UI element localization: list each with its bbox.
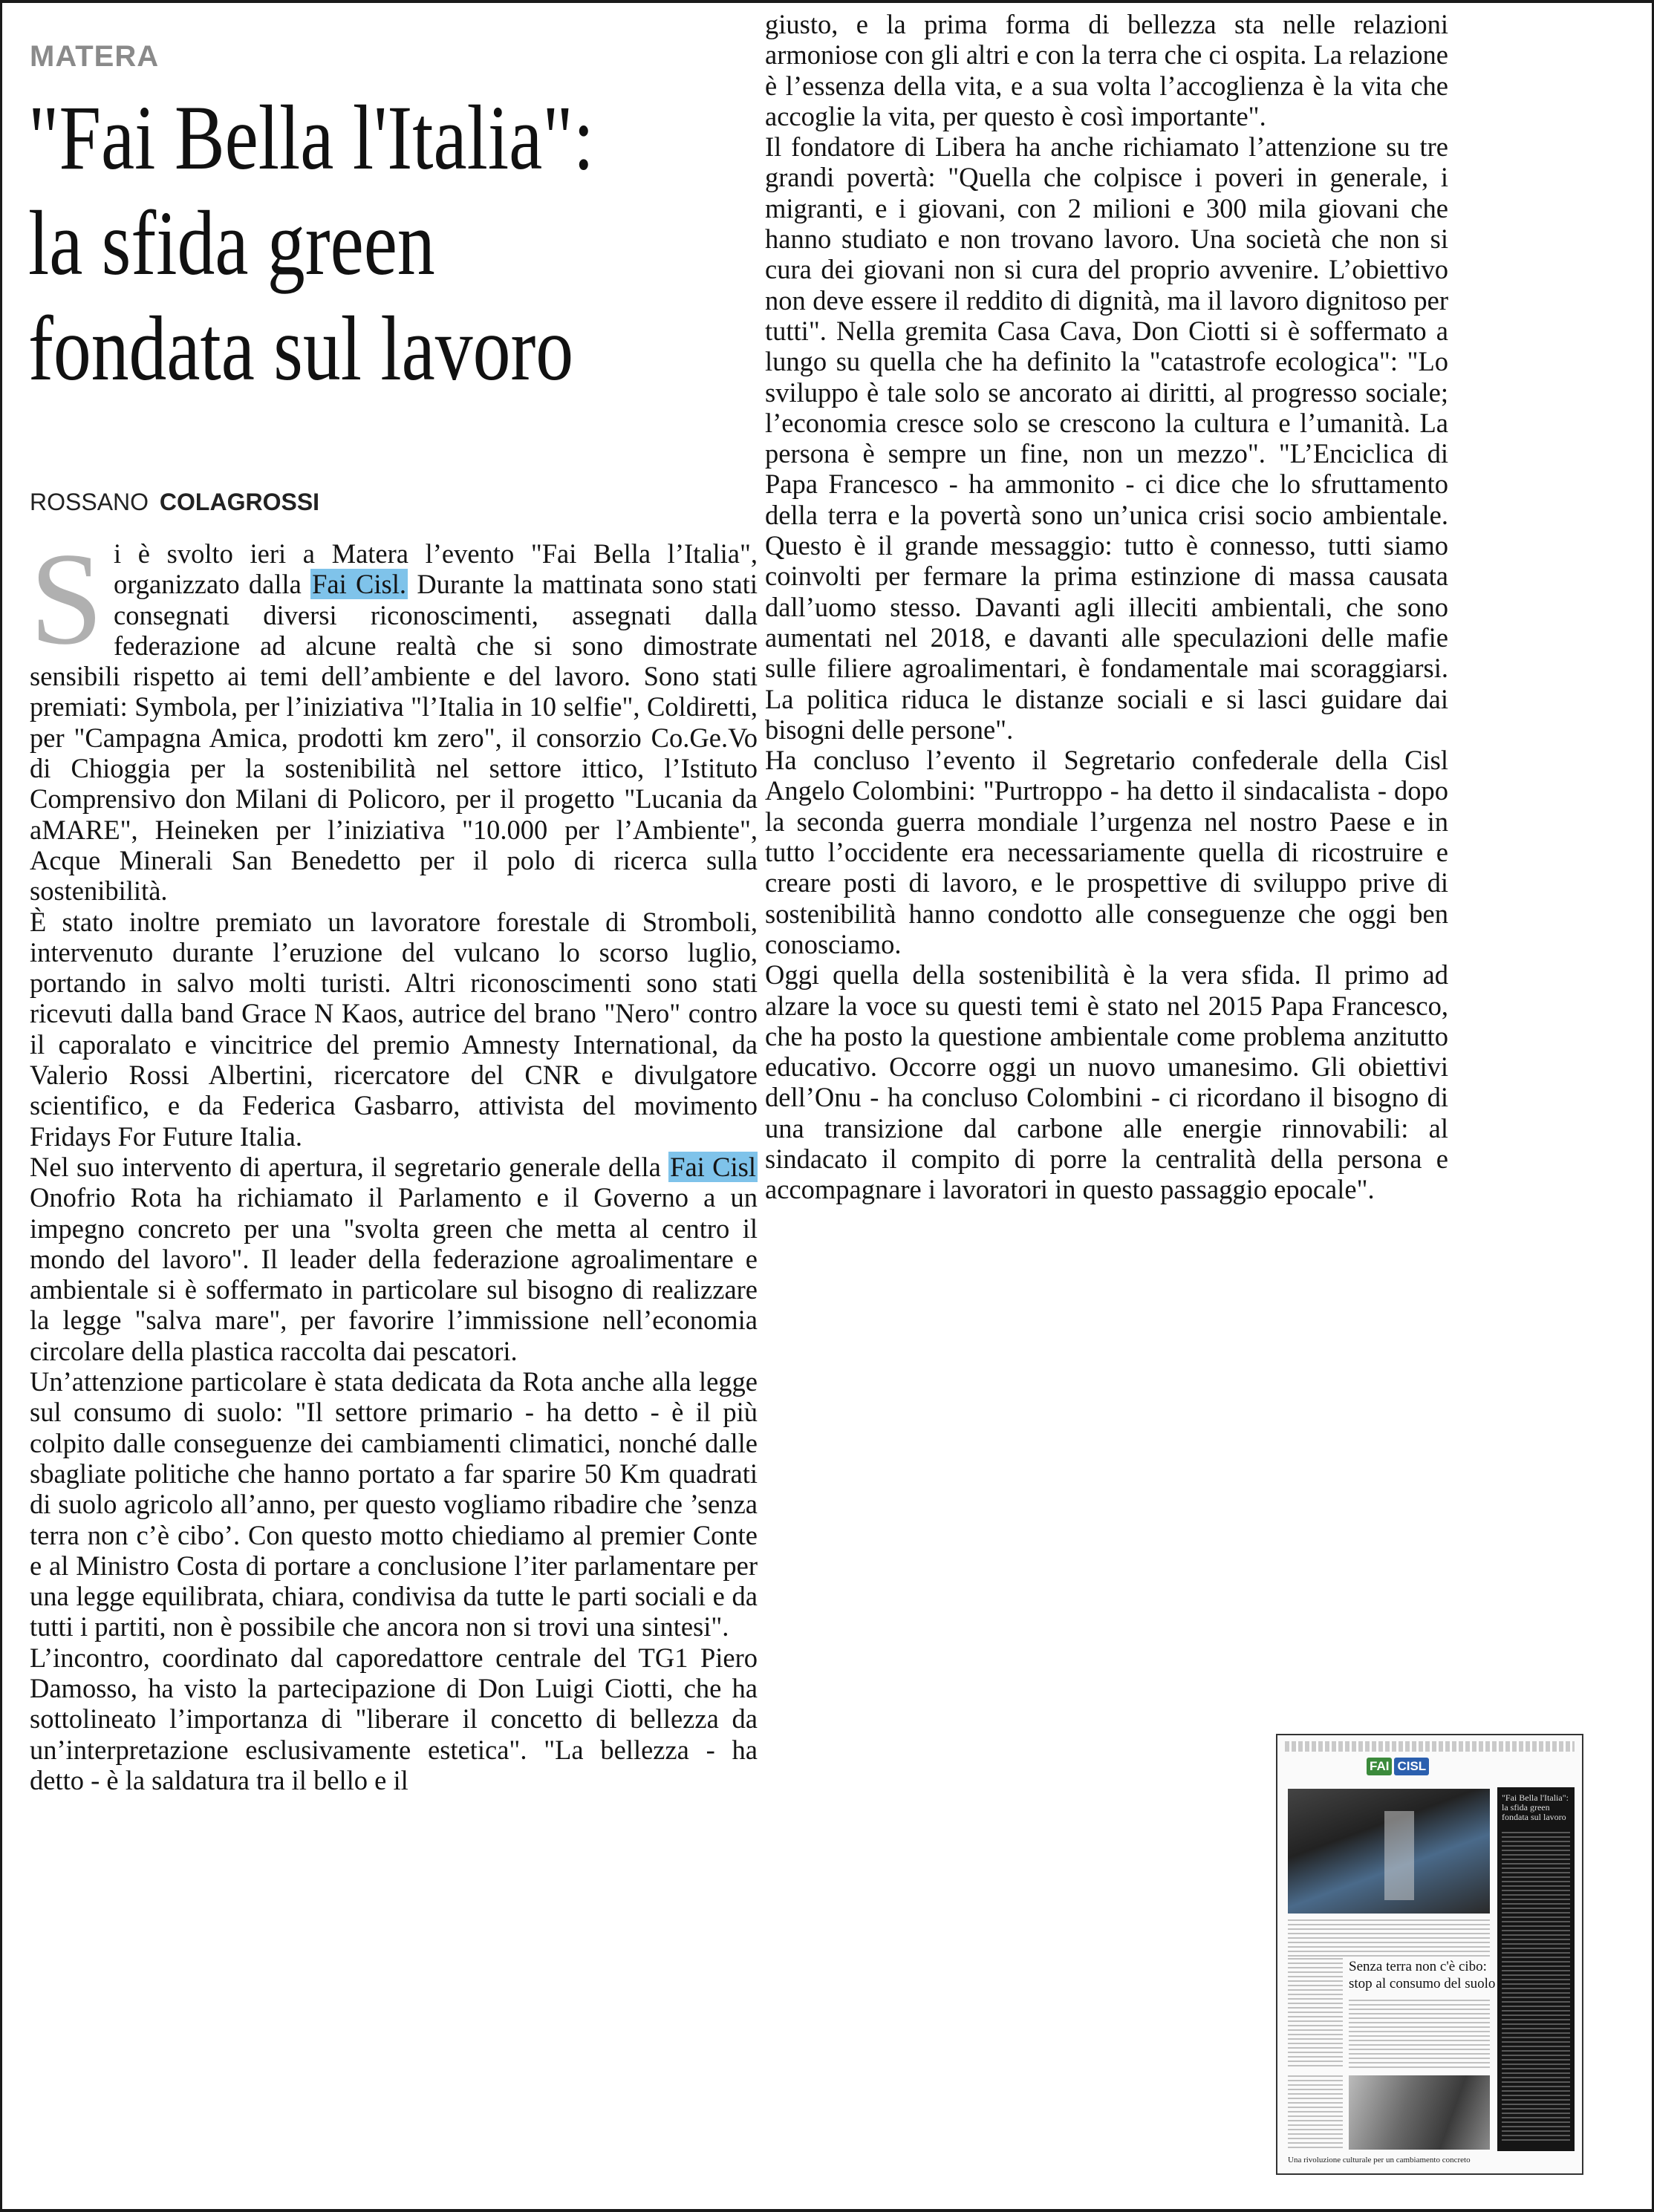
thumbnail-people-photo xyxy=(1349,2075,1490,2150)
thumbnail-headline: Senza terra non c'è cibo: stop al consumo del suolo xyxy=(1349,1959,1496,1991)
paragraph-9: Oggi quella della sostenibilità è la vera sfida. Il primo ad alzare la voce su questi temi è stato nel 2015 Papa Francesco, che ha posto la questione ambientale come problema anzitutto educativo. Occorre oggi un nuovo umanesimo. Gli obiettivi dell’Onu - ha concluso Colombini - ci ricordano il bisogno di una transizione dal carbone alle energie rinnovabili: al sindacato il compito di porre la centralità della persona e accompagnare i lavoratori in questo passaggio epocale". xyxy=(765,959,1448,1205)
section-kicker: MATERA xyxy=(30,40,160,73)
paragraph-5: L’incontro, coordinato dal caporedattore centrale del TG1 Piero Damosso, ha visto la partecipazione di Don Luigi Ciotti, che ha sottolineato l’importanza di "liberare il concetto di bellezza da un’interpretazione esclusivamente estetica". "La bellezza - ha detto - è la saldatura tra il bello e il xyxy=(30,1642,758,1795)
paragraph-4: Un’attenzione particolare è stata dedicata da Rota anche alla legge sul consumo di suolo: "Il settore primario - ha detto - è il più colpito dalle conseguenze dei cambiamenti climatici, nonché dalle sbagliate politiche che hanno portato a far sparire 50 Km quadrati di suolo agricolo all’anno, per questo vogliamo ribadire che ’senza terra non c’è cibo’. Con questo motto chiediamo al premier Conte e al Ministro Costa di portare a conclusione l’iter parlamentare per una legge equilibrata, chiara, condivisa da tutte le parti sociali e da tutti i partiti, non è possibile che ancora non si trovi una sintesi". xyxy=(30,1366,758,1642)
headline-line-1: "Fai Bella l'Italia": xyxy=(28,87,595,189)
paragraph-7: Il fondatore di Libera ha anche richiamato l’attenzione su tre grandi povertà: "Quella che colpisce i poveri in generale, i migranti, e i giovani, con 2 milioni e 300 mila giovani che hanno studiato e non trovano lavoro. Una società che non si cura dei giovani non si cura del proprio avvenire. L’obiettivo non deve essere il reddito di dignità, ma il lavoro dignitoso per tutti". Nella gremita Casa Cava, Don Ciotti si è soffermato a lungo su quella che ha definito la "catastrofe ecologica": "Lo sviluppo è tale solo se ancorato ai diritti, al progresso sociale; l’economia cresce solo se crescono la cultura e l’umanità. La persona è sempre un fine, non un mezzo". "L’Enciclica di Papa Francesco - ha ammonito - ci dice che lo sfruttamento della terra e la povertà sono un’unica crisi socio ambientale. Questo è il grande messaggio: tutto è connesso, tutti siamo coinvolti per fermare la prima estinzione di massa causata dall’uomo stesso. Davanti agli illeciti ambientali, che sono aumentati nel 2018, e davanti alle speculazioni delle mafie sulle filiere agroalimentari, è fondamentale mai scoraggiarsi. La politica riduca le distanze sociali e si lasci guidare dai bisogni delle persone". xyxy=(765,131,1448,745)
paragraph-1 xyxy=(30,525,758,907)
paragraph-2: È stato inoltre premiato un lavoratore forestale di Stromboli, intervenuto durante l’eruzione del vulcano lo scorso luglio, portando in salvo molti turisti. Altri riconoscimenti sono stati ricevuti dalla band Grace N Kaos, autrice del brano "Nero" contro il caporalato e vincitrice del premio Amnesty International, da Valerio Rossi Albertini, ricercatore del CNR e divulgatore scientifico, e da Federica Gasbarro, attivista del movimento Fridays For Future Italia. xyxy=(30,906,758,1152)
thumbnail-masthead xyxy=(1285,1741,1575,1752)
article-column-2 xyxy=(765,9,1448,1205)
cisl-logo-badge: CISL xyxy=(1394,1758,1429,1775)
page-thumbnail xyxy=(1276,1734,1583,2175)
paragraph-3 xyxy=(30,1152,758,1366)
highlight-fai-cisl-2: Fai Cisl xyxy=(670,1151,756,1182)
paragraph-8: Ha concluso l’evento il Segretario confederale della Cisl Angelo Colombini: "Purtroppo - ha detto il sindacalista - dopo la seconda guerra mondiale l’urgenza nel nostro Paese e in tutto l’occidente era necessariamente quella di ricostruire e creare posti di lavoro, e le prospettive di sviluppo prive di sostenibilità hanno condotto alle conseguenze che oggi ben conosciamo. xyxy=(765,745,1448,959)
thumbnail-footer-headline: Una rivoluzione culturale per un cambiamento concreto xyxy=(1288,2156,1471,2164)
paragraph-1-text-b: Durante la mattinata sono stati consegnati diversi riconoscimenti, assegnati dalla federazione ad alcune realtà che si sono dimostrate sensibili rispetto ai temi dell’ambiente e del lavoro. Sono stati premiati: Symbola, per l’iniziativa "l’Italia in 10 selfie", Coldiretti, per "Campagna Amica, prodotti km zero", il consorzio Co.Ge.Vo di Chioggia per la sostenibilità nel settore ittico, l’Istituto Comprensivo don Milani di Policoro, per il progetto "Lucania da aMARE", Heineken per l’iniziativa "10.000 per l’Ambiente", Acque Minerali San Benedetto per il polo di ricerca sulla sostenibilità. xyxy=(30,569,758,907)
thumbnail-text-block-2 xyxy=(1349,2000,1490,2069)
thumbnail-text-column-2 xyxy=(1288,2075,1343,2150)
paragraph-6: giusto, e la prima forma di bellezza sta nelle relazioni armoniose con gli altri e con la terra che ci ospita. La relazione è l’essenza della vita, e a sua volta l’accoglienza è la vita che accoglie la vita, per questo è così importante". xyxy=(765,9,1448,131)
headline-line-3: fondata sul lavoro xyxy=(28,298,574,399)
fai-logo-badge: FAI xyxy=(1367,1758,1392,1775)
bottom-border xyxy=(0,2209,1654,2212)
thumbnail-sidebar-text xyxy=(1502,1832,1570,2144)
fai-cisl-logo xyxy=(1367,1758,1448,1777)
left-border xyxy=(0,0,2,2212)
byline-first-name: ROSSANO xyxy=(30,489,149,515)
highlight-fai-cisl: Fai Cisl. xyxy=(312,569,407,600)
paragraph-1-text-a: i è svolto ieri a Matera l’evento "Fai Bella l’Italia", organizzato dalla xyxy=(114,538,758,600)
thumbnail-text-block xyxy=(1288,1919,1490,1957)
thumbnail-event-photo xyxy=(1288,1789,1490,1914)
thumbnail-sidebar xyxy=(1497,1787,1575,2151)
paragraph-3-text-a: Nel suo intervento di apertura, il segretario generale della xyxy=(30,1151,669,1182)
top-border xyxy=(0,0,1654,3)
headline xyxy=(28,85,613,402)
headline-line-2: la sfida green xyxy=(28,192,435,294)
thumbnail-text-column xyxy=(1288,1958,1343,2069)
thumbnail-sidebar-title: "Fai Bella l'Italia": la sfida green fondata sul lavoro xyxy=(1502,1792,1569,1822)
article-column-1 xyxy=(30,525,758,1795)
byline-surname: COLAGROSSI xyxy=(159,489,320,515)
byline xyxy=(30,489,319,516)
drop-cap: S xyxy=(30,525,103,672)
paragraph-3-text-b: Onofrio Rota ha richiamato il Parlamento e il Governo a un impegno concreto per una "svolta green che metta al centro il mondo del lavoro". Il leader della federazione agroalimentare e ambientale si è soffermato in particolare sul bisogno di realizzare la legge "salva mare", per favorire l’immissione nell’economia circolare della plastica raccolta dai pescatori. xyxy=(30,1182,758,1366)
